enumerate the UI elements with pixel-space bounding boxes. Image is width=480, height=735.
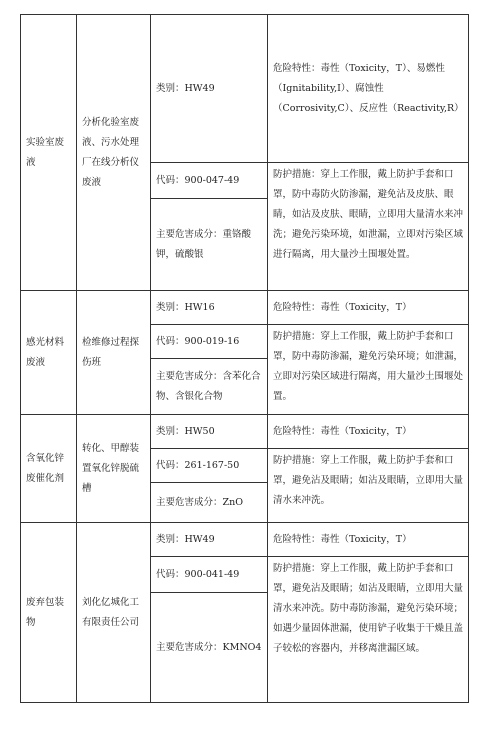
waste-name-cell: 含氧化锌废催化剂 (21, 415, 77, 523)
table-row (21, 291, 469, 325)
waste-source-cell: 检维修过程探伤班 (77, 291, 151, 415)
hazard-cell: 危险特性：毒性（Toxicity，T） (268, 415, 469, 449)
code-cell: 代码：900-047-49 (151, 163, 268, 199)
category-cell: 类别：HW50 (151, 415, 268, 449)
waste-source-cell: 刘化亿城化工有限责任公司 (77, 523, 151, 703)
protection-cell: 防护措施：穿上工作服，戴上防护手套和口罩，避免沾及眼睛；如沾及眼睛，立即用大量清水来冲洗。 (268, 449, 469, 523)
hazard-cell: 危险特性：毒性（Toxicity，T） (268, 523, 469, 557)
waste-source-cell: 分析化验室废液、污水处理厂在线分析仪废液 (77, 15, 151, 291)
composition-cell: 主要危害成分：KMNO4 (151, 593, 268, 703)
code-cell: 代码：900-019-16 (151, 325, 268, 359)
composition-cell: 主要危害成分：ZnO (151, 483, 268, 523)
category-cell: 类别：HW49 (151, 523, 268, 557)
table-row (21, 523, 469, 557)
waste-name-cell: 实验室废液 (21, 15, 77, 291)
hazard-cell: 危险特性：毒性（Toxicity，T）、易燃性（Ignitability,I）、腐蚀性（Corrosivity,C）、反应性（Reactivity,R） (268, 15, 469, 163)
protection-cell: 防护措施：穿上工作服，戴上防护手套和口罩，防中毒防火防渗漏，避免沾及皮肤、眼睛，如沾及皮肤、眼睛，立即用大量清水来冲洗；避免污染环境，如泄漏，立即对污染区域进行隔离，用大量沙土围堰处置。 (268, 163, 469, 291)
composition-cell: 主要危害成分：重铬酸钾，硫酸银 (151, 199, 268, 291)
protection-cell: 防护措施：穿上工作服，戴上防护手套和口罩，防中毒防渗漏，避免污染环境；如泄漏，立即对污染区域进行隔离，用大量沙土围堰处置。 (268, 325, 469, 415)
table-row (21, 15, 469, 163)
code-cell: 代码：900-041-49 (151, 557, 268, 593)
waste-name-cell: 感光材料废液 (21, 291, 77, 415)
waste-name-cell: 废弃包装物 (21, 523, 77, 703)
hazardous-waste-table (20, 14, 469, 703)
waste-source-cell: 转化、甲醇装置氧化锌脱硫槽 (77, 415, 151, 523)
composition-cell: 主要危害成分：含苯化合物、含银化合物 (151, 359, 268, 415)
code-cell: 代码：261-167-50 (151, 449, 268, 483)
category-cell: 类别：HW49 (151, 15, 268, 163)
category-cell: 类别：HW16 (151, 291, 268, 325)
table-row (21, 415, 469, 449)
hazard-cell: 危险特性：毒性（Toxicity，T） (268, 291, 469, 325)
protection-cell: 防护措施：穿上工作服，戴上防护手套和口罩，避免沾及眼睛；如沾及眼睛，立即用大量清水来冲洗。防中毒防渗漏，避免污染环境；如遇少量固体泄漏，使用铲子收集于干燥且盖子较松的容器内，并移离泄漏区域。 (268, 557, 469, 703)
